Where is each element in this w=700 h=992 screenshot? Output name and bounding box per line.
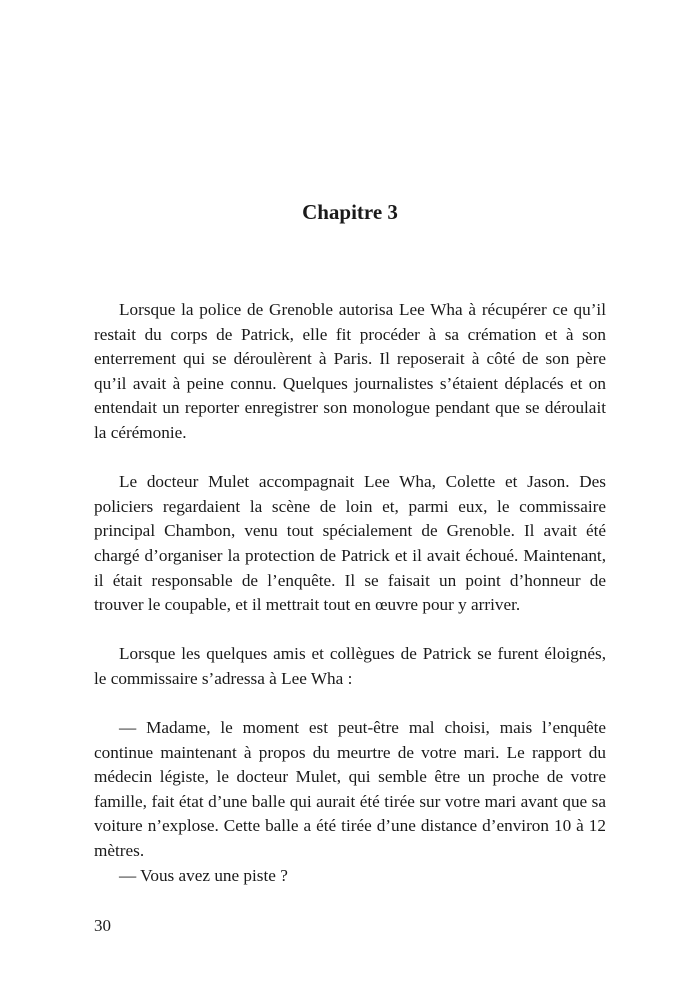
page-number: 30 bbox=[94, 916, 111, 935]
paragraph-2: Le docteur Mulet accompagnait Lee Wha, Colette et Jason. Des policiers regardaient la scène de loin et, parmi eux, le commissaire principal Chambon, venu tout spécialement de Grenoble. Il avait été chargé d’organiser la protection de Patrick et il avait échoué. Maintenant, il était responsable de l’enquête. Il se faisait un point d’honneur de trouver le coupable, et il mettrait tout en œuvre pour y arriver. bbox=[94, 472, 606, 615]
paragraph-1: Lorsque la police de Grenoble autorisa Lee Wha à récupérer ce qu’il restait du corps de Patrick, elle fit procéder à sa crémation et à son enterrement qui se déroulèrent à Paris. Il reposerait à côté de son père qu’il avait à peine connu. Quelques journalistes s’étaient déplacés et on entendait un reporter enregistrer son monologue pendant que se déroulait la cérémonie. bbox=[94, 300, 606, 442]
dialogue-line-2: — Vous avez une piste ? bbox=[119, 865, 288, 885]
paragraph-3: Lorsque les quelques amis et collègues de Patrick se furent éloignés, le commissaire s’adressa à Lee Wha : bbox=[94, 644, 606, 688]
dialogue-line-1: — Madame, le moment est peut-être mal choisi, mais l’enquête continue maintenant à propos du meurtre de votre mari. Le rapport du médecin légiste, le docteur Mulet, qui semble être un proche de votre famille, fait état d’une balle qui aurait été tirée sur votre mari avant que sa voiture n’explose. Cette balle a été tirée d’une distance d’environ 10 à 12 mètres. bbox=[94, 718, 606, 861]
body-text bbox=[94, 298, 606, 888]
chapter-title: Chapitre 3 bbox=[302, 200, 398, 224]
